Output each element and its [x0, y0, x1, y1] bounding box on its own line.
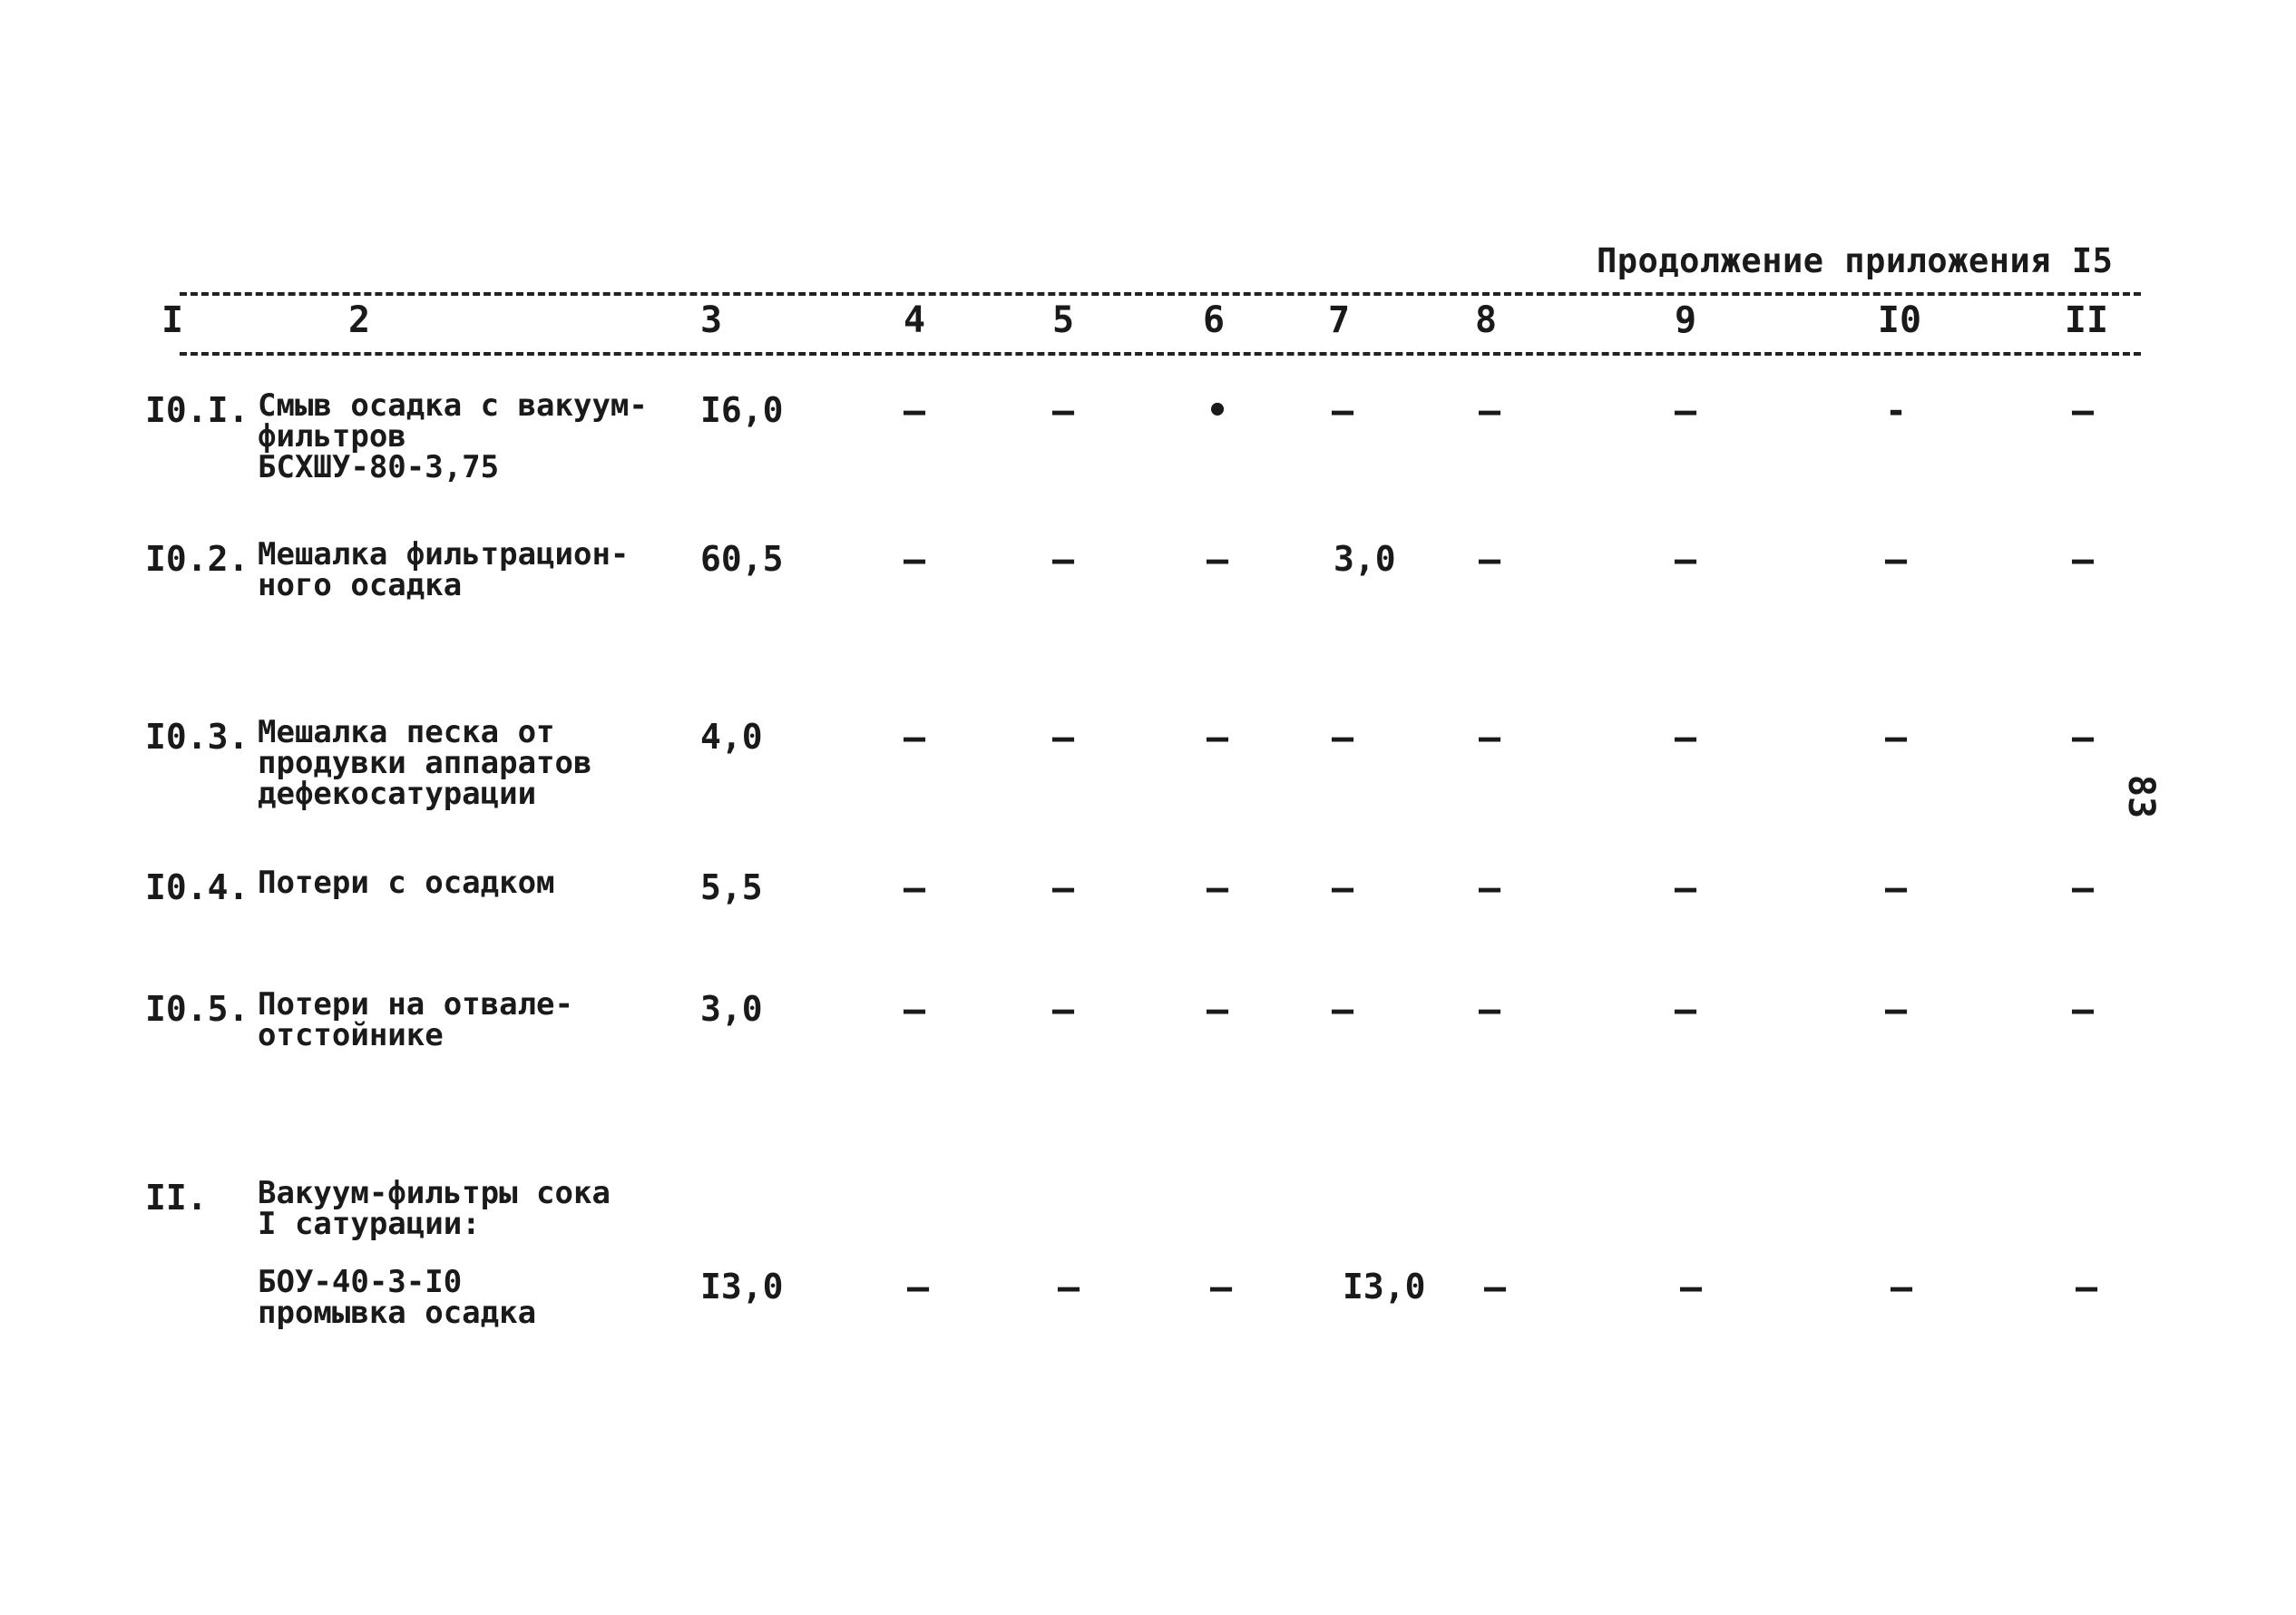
col-header-2: 2: [347, 299, 371, 341]
value-col-4: –: [903, 539, 926, 581]
col-header-5: 5: [1051, 299, 1075, 341]
page-number: 83: [2120, 774, 2163, 819]
value-col-6: –: [1206, 867, 1229, 909]
value-col-7: –: [1331, 390, 1354, 432]
value-col-8: –: [1478, 717, 1501, 759]
value-col-5: –: [1057, 1267, 1080, 1308]
row-name: Смыв осадка с вакуум- фильтров БСХШУ-80-3,75: [258, 387, 648, 485]
col-header-4: 4: [903, 299, 926, 341]
col-header-7: 7: [1327, 299, 1351, 341]
value-col-6: –: [1206, 539, 1229, 581]
value-col-10: –: [1884, 867, 1908, 909]
col-header-3: 3: [699, 299, 723, 341]
value-col-4: –: [903, 717, 926, 759]
value-col-11: –: [2071, 390, 2095, 432]
value-col-9: –: [1674, 717, 1697, 759]
value-col-11: –: [2071, 539, 2095, 581]
row-name: Мешалка песка от продувки аппаратов дефекосатурации: [258, 714, 592, 812]
value-col-7: –: [1331, 717, 1354, 759]
row-name: Вакуум-фильтры сока I сатурации:: [258, 1175, 611, 1242]
value-col-9: –: [1674, 390, 1697, 432]
row-name: Потери с осадком: [258, 865, 555, 901]
value-col-5: –: [1051, 390, 1075, 432]
value-col-11: –: [2071, 867, 2095, 909]
value-col-3: 5,5: [700, 867, 763, 907]
table-caption: Продолжение приложения I5: [1597, 241, 2114, 280]
value-col-3: I6,0: [700, 390, 784, 430]
row-number: I0.I.: [145, 390, 249, 430]
col-header-1: I: [161, 299, 184, 341]
value-col-7: –: [1331, 867, 1354, 909]
value-col-3: 3,0: [700, 989, 763, 1029]
value-col-10: -: [1884, 390, 1908, 432]
header-bottom-rule: [180, 352, 2141, 356]
value-col-9: –: [1679, 1267, 1703, 1308]
value-col-10: –: [1890, 1267, 1913, 1308]
value-col-8: –: [1478, 867, 1501, 909]
value-col-9: –: [1674, 989, 1697, 1031]
value-col-9: –: [1674, 539, 1697, 581]
value-col-3: 60,5: [700, 539, 784, 579]
col-header-6: 6: [1202, 299, 1226, 341]
value-col-6: –: [1206, 989, 1229, 1031]
value-col-5: –: [1051, 539, 1075, 581]
col-header-10: I0: [1877, 299, 1922, 341]
value-col-8: –: [1478, 989, 1501, 1031]
value-col-5: –: [1051, 989, 1075, 1031]
row-number: I0.5.: [145, 989, 249, 1029]
value-col-9: –: [1674, 867, 1697, 909]
value-col-6: –: [1209, 1267, 1233, 1308]
value-col-3: 4,0: [700, 717, 763, 757]
value-col-5: –: [1051, 717, 1075, 759]
header-top-rule: [180, 292, 2141, 296]
value-col-4: –: [906, 1267, 930, 1308]
col-header-11: II: [2064, 299, 2109, 341]
col-header-9: 9: [1674, 299, 1697, 341]
value-col-4: –: [903, 390, 926, 432]
row-name: БОУ-40-3-I0 промывка осадка: [258, 1264, 537, 1331]
row-name: Мешалка фильтрацион- ного осадка: [258, 536, 630, 603]
value-col-4: –: [903, 867, 926, 909]
row-number: I0.4.: [145, 867, 249, 907]
value-col-7: I3,0: [1343, 1267, 1426, 1307]
value-col-11: –: [2075, 1267, 2098, 1308]
row-number: I0.2.: [145, 539, 249, 579]
col-header-8: 8: [1474, 299, 1498, 341]
value-col-8: –: [1478, 390, 1501, 432]
value-col-3: I3,0: [700, 1267, 784, 1307]
value-col-10: –: [1884, 989, 1908, 1031]
row-number: I0.3.: [145, 717, 249, 757]
value-col-5: –: [1051, 867, 1075, 909]
value-col-8: –: [1478, 539, 1501, 581]
value-col-11: –: [2071, 989, 2095, 1031]
value-col-11: –: [2071, 717, 2095, 759]
value-col-4: –: [903, 989, 926, 1031]
value-col-8: –: [1483, 1267, 1507, 1308]
value-col-7: –: [1331, 989, 1354, 1031]
value-col-6: –: [1206, 717, 1229, 759]
value-col-7: 3,0: [1334, 539, 1396, 579]
value-col-6: •: [1206, 390, 1229, 432]
value-col-10: –: [1884, 539, 1908, 581]
row-number: II.: [145, 1178, 208, 1218]
value-col-10: –: [1884, 717, 1908, 759]
row-name: Потери на отвале- отстойнике: [258, 986, 573, 1053]
